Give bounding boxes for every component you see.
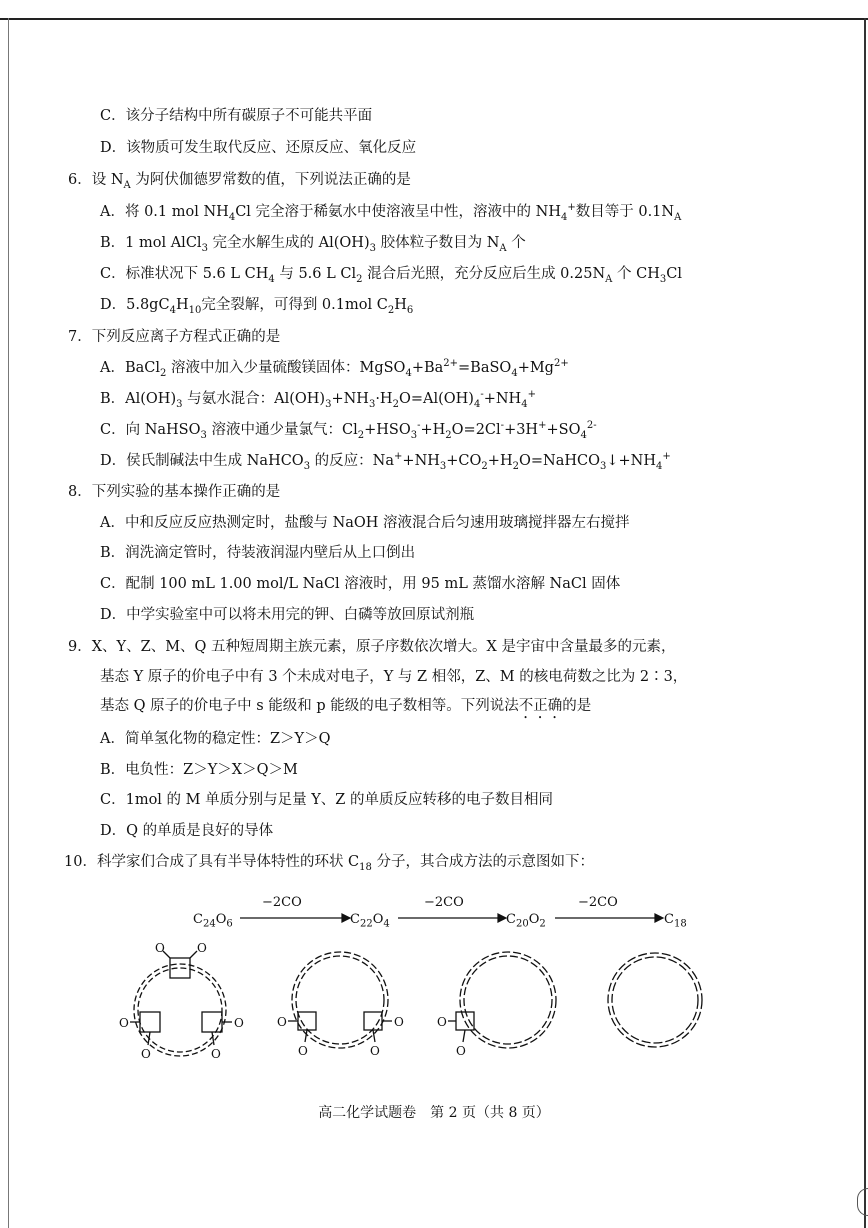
q6-option-d: D．$5.8gC_4H_{10}$完全裂解，可得到 0.1mol $C_2H_6$ (100, 297, 414, 316)
reaction-arrow-1-head (342, 914, 350, 922)
species-c18: $C_{18}$ (664, 912, 687, 930)
molecule-c24o6 (130, 951, 232, 1056)
molecule-c18 (608, 953, 702, 1047)
q8-option-d: D．中学实验室中可以将未用完的钾、白磷等放回原试剂瓶 (100, 607, 475, 623)
svg-text:O: O (119, 1016, 129, 1030)
svg-text:O: O (155, 941, 165, 955)
q7-stem: 7．下列反应离子方程式正确的是 (68, 329, 281, 345)
svg-text:O: O (394, 1015, 404, 1029)
reaction-arrow-2-head (498, 914, 506, 922)
emphasis-not-correct: 不正确 (518, 698, 563, 714)
q6-option-b: B．1 mol AlCl$_3$ 完全水解生成的 $Al(OH)_3$ 胶体粒子数目为 $N_A$ 个 (100, 235, 526, 254)
q9-option-d: D．Q 的单质是良好的导体 (100, 823, 274, 839)
svg-text:O: O (211, 1047, 221, 1061)
q7-option-a: A．BaCl$_2$ 溶液中加入少量硫酸镁固体：$MgSO_4+Ba^{2+}=BaSO_4+Mg^{2+}$ (100, 358, 569, 379)
q9-option-c: C．1mol 的 M 单质分别与足量 Y、Z 的单质反应转移的电子数目相同 (100, 792, 553, 808)
q6-option-a: A．将 0.1 mol $NH_4Cl$ 完全溶于稀氨水中使溶液呈中性，溶液中的 $NH_4^+$数目等于 $0.1N_A$ (100, 202, 682, 223)
svg-text:O: O (141, 1047, 151, 1061)
q6-stem: 6．设 $N_A$ 为阿伏伽德罗常数的值，下列说法正确的是 (68, 172, 411, 191)
svg-text:O: O (437, 1015, 447, 1029)
q8-stem: 8．下列实验的基本操作正确的是 (68, 484, 281, 500)
q10-stem: 10．科学家们合成了具有半导体特性的环状 $C_{18}$ 分子，其合成方法的示意图如下： (64, 854, 594, 873)
q9-stem-line1: 9．X、Y、Z、M、Q 五种短周期主族元素，原子序数依次增大。X 是宇宙中含量最多的元素， (68, 639, 676, 655)
q8-option-c: C．配制 100 mL 1.00 mol/L NaCl 溶液时，用 95 mL 蒸馏水溶解 NaCl 固体 (100, 576, 621, 592)
svg-text:O: O (277, 1015, 287, 1029)
svg-text:O: O (298, 1044, 308, 1058)
page-footer: 高二化学试题卷 第 2 页（共 8 页） (318, 1105, 550, 1121)
page-corner-mark (857, 1188, 868, 1216)
svg-text:O: O (234, 1016, 244, 1030)
q5-option-c: C．该分子结构中所有碳原子不可能共平面 (100, 108, 373, 124)
q8-option-b: B．润洗滴定管时，待装液润湿内壁后从上口倒出 (100, 545, 416, 561)
q8-option-a: A．中和反应反应热测定时，盐酸与 NaOH 溶液混合后匀速用玻璃搅拌器左右搅拌 (100, 515, 630, 531)
svg-text:O: O (456, 1044, 466, 1058)
arrow-label-1: −2CO (262, 895, 302, 910)
q7-option-d: D．侯氏制碱法中生成 NaHCO$_3$ 的反应：$Na^++NH_3+CO_2+H_2O=NaHCO_3↓+NH_4^+$ (100, 451, 671, 472)
molecule-c22o4 (288, 952, 392, 1048)
reaction-arrow-3-head (655, 914, 663, 922)
species-c20o2: $C_{20}O_2$ (506, 912, 546, 930)
svg-text:O: O (370, 1044, 380, 1058)
svg-text:O: O (197, 941, 207, 955)
q9-option-b: B．电负性：Z＞Y＞X＞Q＞M (100, 762, 298, 778)
q5-option-d: D．该物质可发生取代反应、还原反应、氧化反应 (100, 140, 417, 156)
q7-option-b: B．$Al(OH)_3$ 与氨水混合：$Al(OH)_3+NH_3\cdot H_2O=Al(OH)_4^-+NH_4^+$ (100, 389, 536, 410)
species-c24o6: $C_{24}O_6$ (193, 912, 233, 930)
q9-stem-line3: 基态 Q 原子的价电子中 s 能级和 p 能级的电子数相等。下列说法不正确的是 (100, 698, 592, 714)
q9-option-a: A．简单氢化物的稳定性：Z＞Y＞Q (100, 731, 331, 747)
q6-option-c: C．标准状况下 5.6 L $CH_4$ 与 5.6 L $Cl_2$ 混合后光照，充分反应后生成 $0.25N_A$ 个 $CH_3Cl$ (100, 266, 682, 285)
species-c22o4: $C_{22}O_4$ (350, 912, 390, 930)
q7-option-c: C．向 NaHSO$_3$ 溶液中通少量氯气：$Cl_2+HSO_3^-+H_2O=2Cl^-+3H^++SO_4^{2-}$ (100, 420, 597, 441)
arrow-label-3: −2CO (578, 895, 618, 910)
molecule-c20o2 (448, 952, 556, 1048)
q9-stem-line2: 基态 Y 原子的价电子中有 3 个未成对电子，Y 与 Z 相邻，Z、M 的核电荷数之比为 2∶3， (100, 669, 688, 685)
arrow-label-2: −2CO (424, 895, 464, 910)
